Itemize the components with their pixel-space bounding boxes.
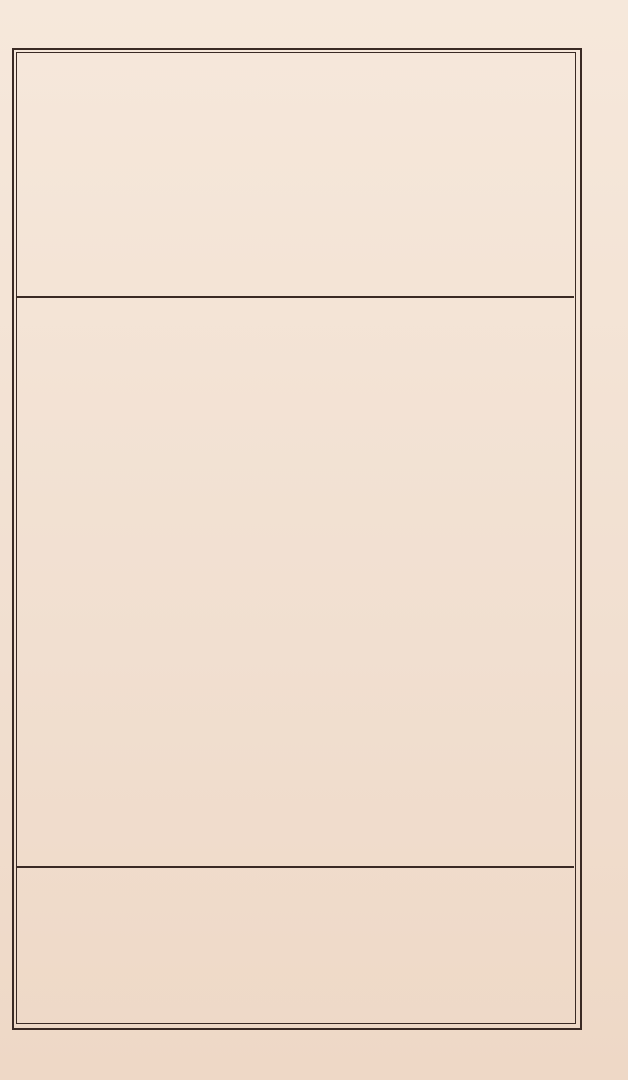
rulers-table-frame (16, 296, 574, 868)
